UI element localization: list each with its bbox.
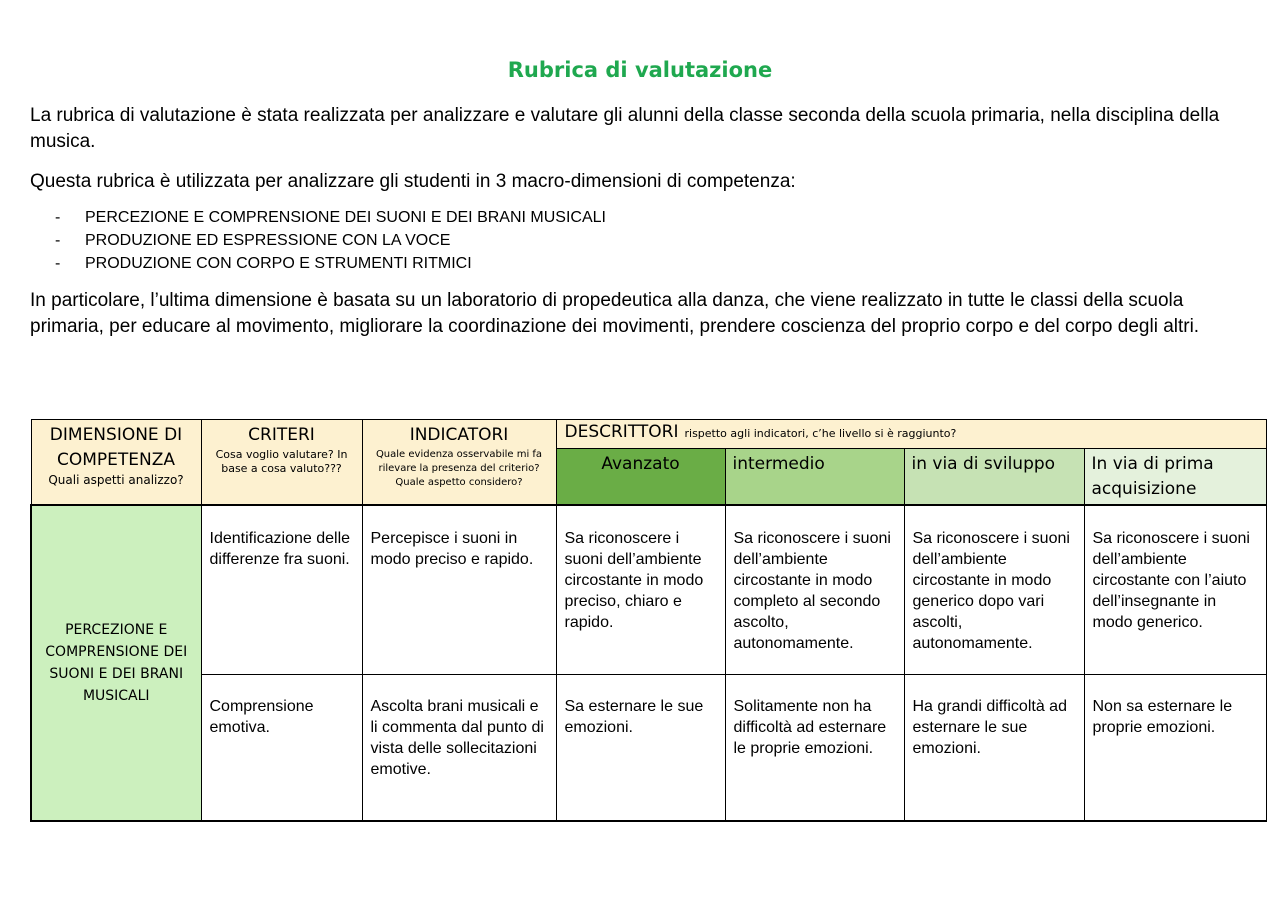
descriptor-intermedio-cell: Solitamente non ha difficoltà ad esternare le proprie emozioni. (725, 675, 904, 822)
header-indicators-title: INDICATORI (409, 425, 509, 445)
dash-bullet-icon: - (55, 255, 61, 272)
rubric-table (30, 419, 1267, 822)
criterion-cell: Identificazione delle differenze fra suoni. (201, 505, 362, 675)
dimensions-list (55, 206, 606, 275)
level-intermedio: intermedio (725, 449, 904, 506)
indicator-cell: Percepisce i suoni in modo preciso e rapido. (362, 505, 556, 675)
header-descriptors (556, 420, 1266, 449)
level-avanzato: Avanzato (556, 449, 725, 506)
header-indicators (362, 420, 556, 506)
document-title: Rubrica di valutazione (507, 58, 773, 82)
dimension-cell: PERCEZIONE E COMPRENSIONE DEI SUONI E DEI BRANI MUSICALI (31, 505, 201, 821)
descriptor-sviluppo-cell: Ha grandi difficoltà ad esternare le sue emozioni. (904, 675, 1084, 822)
list-item-text: PERCEZIONE E COMPRENSIONE DEI SUONI E DEI BRANI MUSICALI (85, 209, 606, 226)
header-descriptors-title: DESCRITTORI (564, 422, 679, 442)
list-item (55, 229, 606, 252)
level-in-via-di-sviluppo: in via di sviluppo (904, 449, 1084, 506)
header-dimension (31, 420, 201, 506)
header-descriptors-sub: rispetto agli indicatori, c’he livello si è raggiunto? (684, 427, 957, 440)
intro-paragraph-2: Questa rubrica è utilizzata per analizzare gli studenti in 3 macro-dimensioni di competenza: (30, 171, 796, 192)
descriptor-intermedio-cell: Sa riconoscere i suoni dell’ambiente circostante in modo completo al secondo ascolto, autonomamente. (725, 505, 904, 675)
intro-paragraph-3: In particolare, l’ultima dimensione è basata su un laboratorio di propedeutica alla danza, che viene realizzato in tutte le classi della scuola primaria, per educare al movimento, migliorare la coordinazione dei movimenti, prendere coscienza del proprio corpo e del corpo degli altri. (30, 290, 1200, 337)
list-item-text: PRODUZIONE CON CORPO E STRUMENTI RITMICI (85, 255, 472, 272)
list-item (55, 252, 606, 275)
intro-paragraph-1: La rubrica di valutazione è stata realizzata per analizzare e valutare gli alunni della classe seconda della scuola primaria, nella disciplina della musica. (30, 105, 1220, 152)
header-criteria (201, 420, 362, 506)
level-prima-acquisizione: In via di prima acquisizione (1084, 449, 1266, 506)
table-row (31, 505, 1266, 675)
header-criteria-sub: Cosa voglio valutare? In base a cosa valuto??? (215, 448, 348, 475)
header-criteria-title: CRITERI (248, 425, 315, 445)
descriptor-prima-cell: Sa riconoscere i suoni dell’ambiente circostante con l’aiuto dell’insegnante in modo generico. (1084, 505, 1266, 675)
table-header-row (31, 420, 1266, 449)
list-item-text: PRODUZIONE ED ESPRESSIONE CON LA VOCE (85, 232, 451, 249)
list-item (55, 206, 606, 229)
descriptor-avanzato-cell: Sa esternare le sue emozioni. (556, 675, 725, 822)
criterion-cell: Comprensione emotiva. (201, 675, 362, 822)
header-dimension-sub: Quali aspetti analizzo? (48, 473, 184, 487)
header-dimension-title: DIMENSIONE DI COMPETENZA (49, 425, 183, 470)
dash-bullet-icon: - (55, 209, 61, 226)
descriptor-sviluppo-cell: Sa riconoscere i suoni dell’ambiente circostante in modo generico dopo vari ascolti, autonomamente. (904, 505, 1084, 675)
descriptor-avanzato-cell: Sa riconoscere i suoni dell’ambiente circostante in modo preciso, chiaro e rapido. (556, 505, 725, 675)
indicator-cell: Ascolta brani musicali e li commenta dal punto di vista delle sollecitazioni emotive. (362, 675, 556, 822)
descriptor-prima-cell: Non sa esternare le proprie emozioni. (1084, 675, 1266, 822)
header-indicators-sub: Quale evidenza osservabile mi fa rilevare la presenza del criterio? Quale aspetto considero? (375, 449, 543, 488)
dash-bullet-icon: - (55, 232, 61, 249)
table-row (31, 675, 1266, 822)
